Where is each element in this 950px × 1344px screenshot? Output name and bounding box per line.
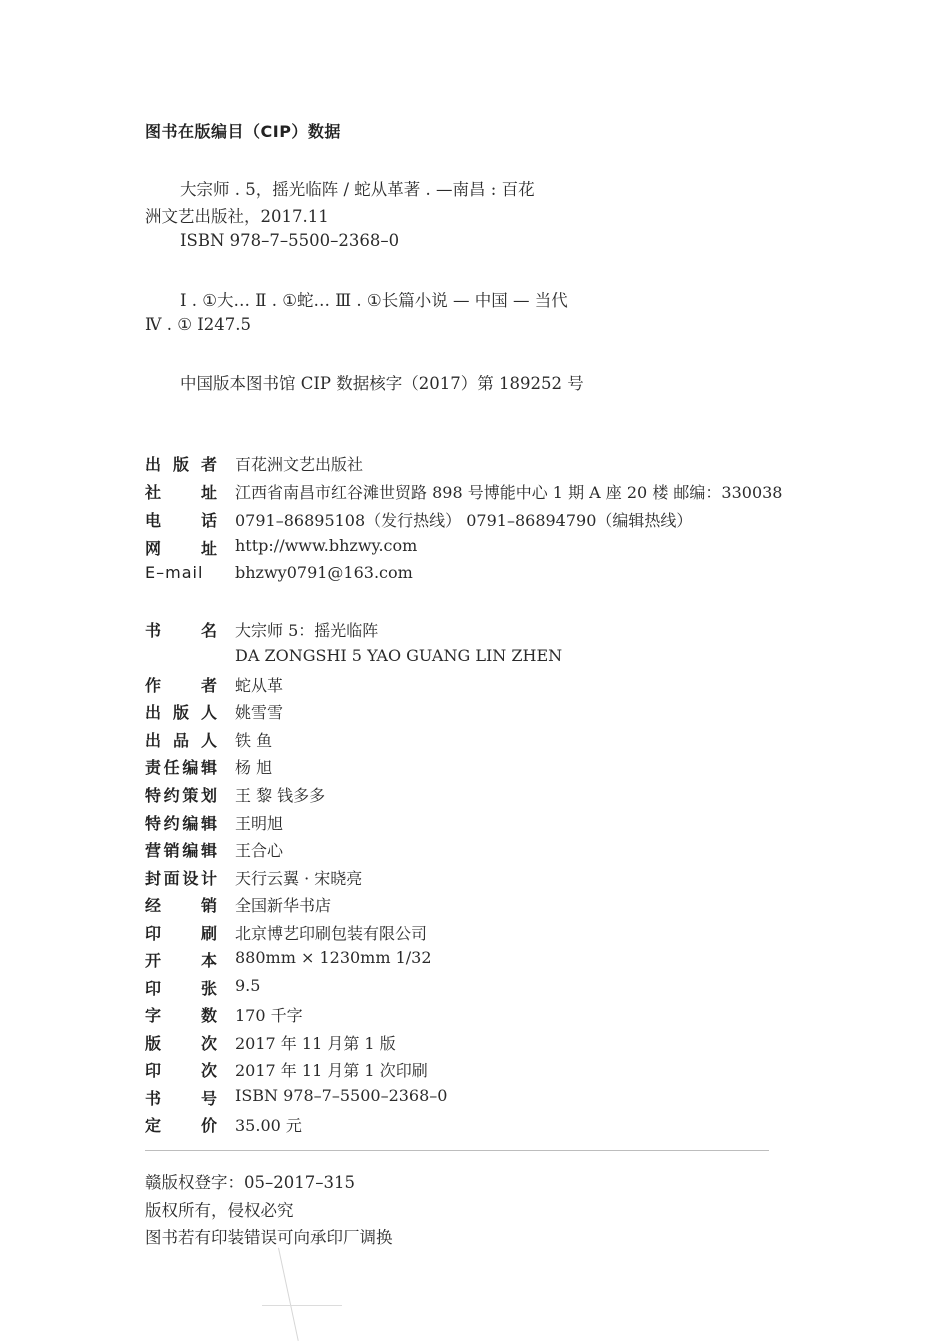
info-label: 电 话 [145, 511, 217, 530]
info-value: ISBN 978–7–5500–2368–0 [235, 1086, 448, 1105]
info-label: 网 址 [145, 539, 217, 558]
info-value: 百花洲文艺出版社 [235, 455, 364, 474]
info-value: 姚雪雪 [235, 703, 284, 722]
info-label: 书 名 [145, 621, 217, 640]
info-label: 印 刷 [145, 924, 217, 943]
info-label: 经 销 [145, 896, 217, 915]
info-label: 开 本 [145, 951, 217, 970]
cip-classification-line-2: Ⅳ . ① I247.5 [145, 315, 252, 334]
info-label: 责任编辑 [145, 758, 217, 777]
info-value: 170 千字 [235, 1006, 303, 1025]
info-label: 特约策划 [145, 786, 217, 805]
paper-scratch-mark [278, 1248, 299, 1341]
divider-rule [145, 1150, 769, 1151]
cip-verification-line: 中国版本图书馆 CIP 数据核字（2017）第 189252 号 [180, 374, 584, 393]
info-label: 社 址 [145, 483, 217, 502]
info-label: 出 版 者 [145, 455, 217, 474]
copyright-registration: 赣版权登字：05–2017–315 [145, 1173, 355, 1192]
cip-classification-line-1: Ⅰ . ①大… Ⅱ . ①蛇… Ⅲ . ①长篇小说 — 中国 — 当代 [180, 291, 568, 310]
info-label: 书 号 [145, 1089, 217, 1108]
cip-title: 图书在版编目（CIP）数据 [145, 122, 341, 141]
cip-entry-line-2: 洲文艺出版社，2017.11 [145, 207, 329, 226]
info-value: 35.00 元 [235, 1116, 302, 1135]
info-label: 出 品 人 [145, 731, 217, 750]
cip-isbn-line: ISBN 978–7–5500–2368–0 [180, 231, 400, 250]
replacement-notice: 图书若有印装错误可向承印厂调换 [145, 1228, 393, 1247]
info-label: 特约编辑 [145, 814, 217, 833]
info-label: 作 者 [145, 676, 217, 695]
info-label: 出 版 人 [145, 703, 217, 722]
info-value: 9.5 [235, 976, 261, 995]
info-label: 封面设计 [145, 869, 217, 888]
info-value: http://www.bhzwy.com [235, 536, 418, 555]
info-value: 北京博艺印刷包装有限公司 [235, 924, 428, 943]
info-value: 0791–86895108（发行热线） 0791–86894790（编辑热线） [235, 511, 693, 530]
info-label: 印 次 [145, 1061, 217, 1080]
info-value: DA ZONGSHI 5 YAO GUANG LIN ZHEN [235, 646, 563, 665]
info-value: 王明旭 [235, 814, 284, 833]
info-label: 营销编辑 [145, 841, 217, 860]
info-value: 杨 旭 [235, 758, 273, 777]
info-value: 大宗师 5：摇光临阵 [235, 621, 379, 640]
info-label: 字 数 [145, 1006, 217, 1025]
info-value: 2017 年 11 月第 1 版 [235, 1034, 396, 1053]
info-value: 铁 鱼 [235, 731, 273, 750]
info-value: bhzwy0791@163.com [235, 563, 413, 582]
info-label: 定 价 [145, 1116, 217, 1135]
rights-notice: 版权所有，侵权必究 [145, 1201, 294, 1220]
info-value: 天行云翼 · 宋晓亮 [235, 869, 363, 888]
info-value: 江西省南昌市红谷滩世贸路 898 号博能中心 1 期 A 座 20 楼 邮编：330038 [235, 483, 783, 502]
paper-scratch-mark [262, 1305, 342, 1306]
info-label: 印 张 [145, 979, 217, 998]
info-label: E–mail [145, 563, 204, 582]
info-value: 全国新华书店 [235, 896, 332, 915]
info-value: 2017 年 11 月第 1 次印刷 [235, 1061, 428, 1080]
info-label: 版 次 [145, 1034, 217, 1053]
info-value: 880mm × 1230mm 1/32 [235, 948, 432, 967]
cip-entry-line-1: 大宗师 . 5，摇光临阵 / 蛇从革著 . —南昌 : 百花 [180, 180, 535, 199]
info-value: 王合心 [235, 841, 284, 860]
info-value: 蛇从革 [235, 676, 284, 695]
info-value: 王 黎 钱多多 [235, 786, 326, 805]
